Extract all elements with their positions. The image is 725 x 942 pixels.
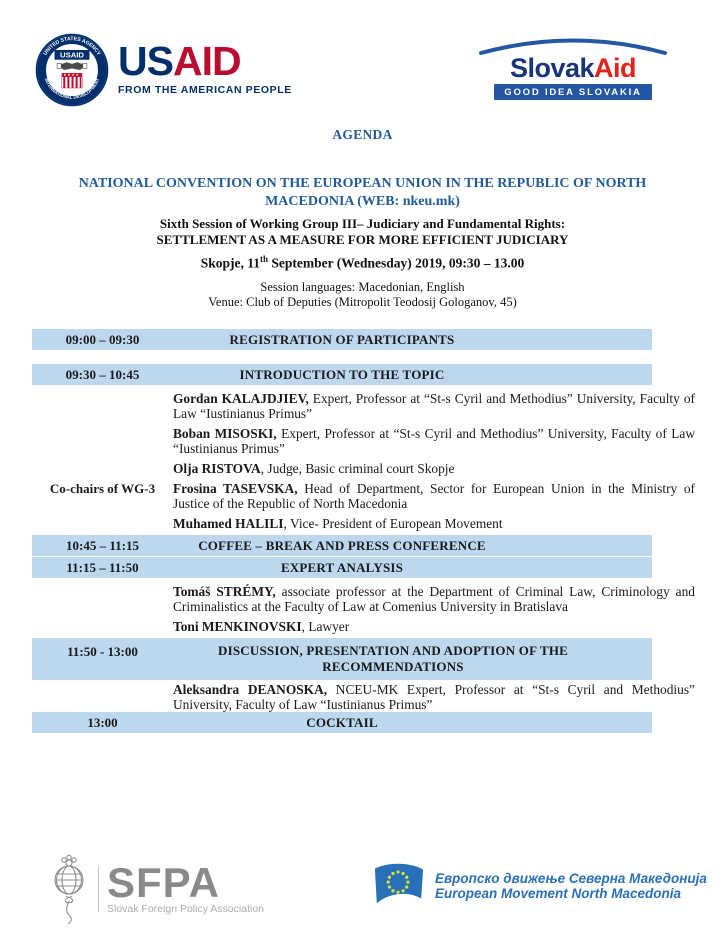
speaker-row <box>32 391 695 426</box>
speaker-entry <box>173 682 695 712</box>
schedule-session-row <box>32 535 652 556</box>
schedule-session-row <box>32 557 652 578</box>
session-title: DISCUSSION, PRESENTATION AND ADOPTION OF THE RECOMMENDATIONS <box>218 643 568 674</box>
speaker-name: Boban MISOSKI, <box>173 426 277 441</box>
speakers-section <box>32 578 695 638</box>
slovakaid-wordmark: SlovakAid <box>509 53 637 83</box>
session-heading-line1: Sixth Session of Working Group III– Judiciary and Fundamental Rights: <box>159 216 566 231</box>
speaker-side-label <box>32 516 173 531</box>
usaid-wordmark: USAID <box>118 38 241 84</box>
speaker-entry <box>173 426 695 456</box>
document-title-line2: MACEDONIA (WEB: nkeu.mk) <box>265 193 460 209</box>
speaker-row <box>32 584 695 619</box>
speaker-side-label <box>32 584 173 619</box>
speaker-description: NCEU-MK Expert, Professor at “St-s Cyril and Methodius” University, Faculty of Law “Iustinianus Primus” <box>173 682 695 712</box>
speaker-side-label <box>32 682 173 712</box>
stripes-shield-icon <box>62 73 83 88</box>
session-title: COFFEE – BREAK AND PRESS CONFERENCE <box>198 538 486 553</box>
session-title: REGISTRATION OF PARTICIPANTS <box>229 332 455 347</box>
schedule-session-row <box>32 329 652 350</box>
speaker-name: Gordan KALAJDJIEV, <box>173 391 309 406</box>
speaker-side-label: Co-chairs of WG-3 <box>49 481 156 496</box>
speaker-row <box>32 619 695 634</box>
speaker-description: Expert, Professor at “St-s Cyril and Methodius” University, Faculty of Law “Iustinianus Primus” <box>173 391 695 421</box>
slovakaid-banner: GOOD IDEA SLOVAKIA <box>494 84 651 100</box>
session-title: COCKTAIL <box>306 715 378 730</box>
schedule-gap <box>32 350 695 364</box>
document-title <box>30 175 695 210</box>
sfpa-subtitle: Slovak Foreign Policy Association <box>107 903 264 915</box>
speaker-entry <box>173 461 695 476</box>
session-time: 13:00 <box>87 715 118 730</box>
speaker-name: Aleksandra DEANOSKA, <box>173 682 328 697</box>
speaker-side-label <box>32 426 173 461</box>
sfpa-logo <box>48 853 264 925</box>
speakers-section <box>32 385 695 535</box>
speaker-name: Frosina TASEVSKA, <box>173 481 298 496</box>
speaker-row <box>32 516 695 531</box>
usaid-logo <box>35 33 292 107</box>
session-meta <box>0 280 725 310</box>
header-logos <box>35 33 669 107</box>
session-time: 11:15 – 11:50 <box>66 560 139 575</box>
speaker-description: Head of Department, Sector for European Union in the Ministry of Justice of the Republic of North Macedonia <box>173 481 696 511</box>
document-title-line1: NATIONAL CONVENTION ON THE EUROPEAN UNION IN THE REPUBLIC OF NORTH <box>78 176 647 191</box>
usaid-tagline: FROM THE AMERICAN PEOPLE <box>118 84 292 96</box>
speaker-row <box>32 682 695 712</box>
sfpa-acronym: SFPA <box>107 859 220 906</box>
speaker-row <box>32 426 695 461</box>
sfpa-divider <box>98 866 99 912</box>
date-line: Skopje, 11th September (Wednesday) 2019, 09:30 – 13.00 <box>200 254 525 271</box>
speaker-name: Muhamed HALILI <box>173 516 284 531</box>
sfpa-balloon-icon <box>48 853 90 925</box>
speaker-description: , Judge, Basic criminal court Skopje <box>260 461 455 476</box>
usaid-seal-icon <box>35 33 109 107</box>
speaker-entry <box>173 481 695 511</box>
schedule-session-row <box>32 364 652 385</box>
session-heading <box>30 216 695 247</box>
speaker-name: Toni MENKINOVSKI <box>173 619 302 634</box>
languages-line: Session languages: Macedonian, English <box>260 280 465 294</box>
speaker-name: Olja RISTOVA <box>173 461 261 476</box>
european-movement-line-en: European Movement North Macedonia <box>435 886 682 901</box>
schedule-session-row <box>32 712 652 733</box>
svg-text:UNITED STATES AGENCY: UNITED STATES AGENCY <box>42 36 102 57</box>
venue-line: Venue: Club of Deputies (Mitropolit Teodosij Gologanov, 45) <box>208 295 517 309</box>
eu-flag-icon <box>372 860 426 912</box>
session-title: INTRODUCTION TO THE TOPIC <box>239 367 445 382</box>
svg-text:INTERNATIONAL DEVELOPMENT: INTERNATIONAL DEVELOPMENT <box>43 77 101 100</box>
speakers-section <box>32 680 695 712</box>
session-time: 10:45 – 11:15 <box>66 538 139 553</box>
session-title: EXPERT ANALYSIS <box>280 560 404 575</box>
session-time: 11:50 - 13:00 <box>67 644 138 659</box>
speaker-entry <box>173 391 695 421</box>
agenda-label: AGENDA <box>332 127 393 142</box>
slovakaid-arc-icon <box>477 35 669 55</box>
speaker-entry <box>173 516 695 531</box>
speaker-row <box>32 481 695 516</box>
speaker-side-label <box>32 619 173 634</box>
svg-text:USAID: USAID <box>60 50 84 60</box>
schedule-table <box>32 329 695 733</box>
speaker-description: Expert, Professor at “St-s Cyril and Methodius” University, Faculty of Law “Iustinianus Primus” <box>173 426 695 456</box>
speaker-side-label <box>32 461 173 481</box>
speaker-description: , Lawyer <box>301 619 350 634</box>
speaker-description: associate professor at the Department of Criminal Law, Criminology and Criminalistics at the Faculty of Law at Comenius University in Bratislava <box>173 584 695 614</box>
slovakaid-logo <box>477 35 669 100</box>
speaker-name: Tomáš STRÉMY, <box>173 584 276 599</box>
session-time: 09:30 – 10:45 <box>65 367 140 382</box>
european-movement-logo <box>372 860 707 912</box>
schedule-session-row <box>32 638 652 680</box>
speaker-row <box>32 461 695 481</box>
speaker-side-label <box>32 391 173 426</box>
speaker-description: , Vice- President of European Movement <box>283 516 503 531</box>
speaker-entry <box>173 619 695 634</box>
speaker-entry <box>173 584 695 614</box>
session-heading-line2: SETTLEMENT AS A MEASURE FOR MORE EFFICIENT JUDICIARY <box>156 231 569 247</box>
session-time: 09:00 – 09:30 <box>65 332 140 347</box>
european-movement-line-mk: Европско движење Северна Македонија <box>435 870 707 886</box>
